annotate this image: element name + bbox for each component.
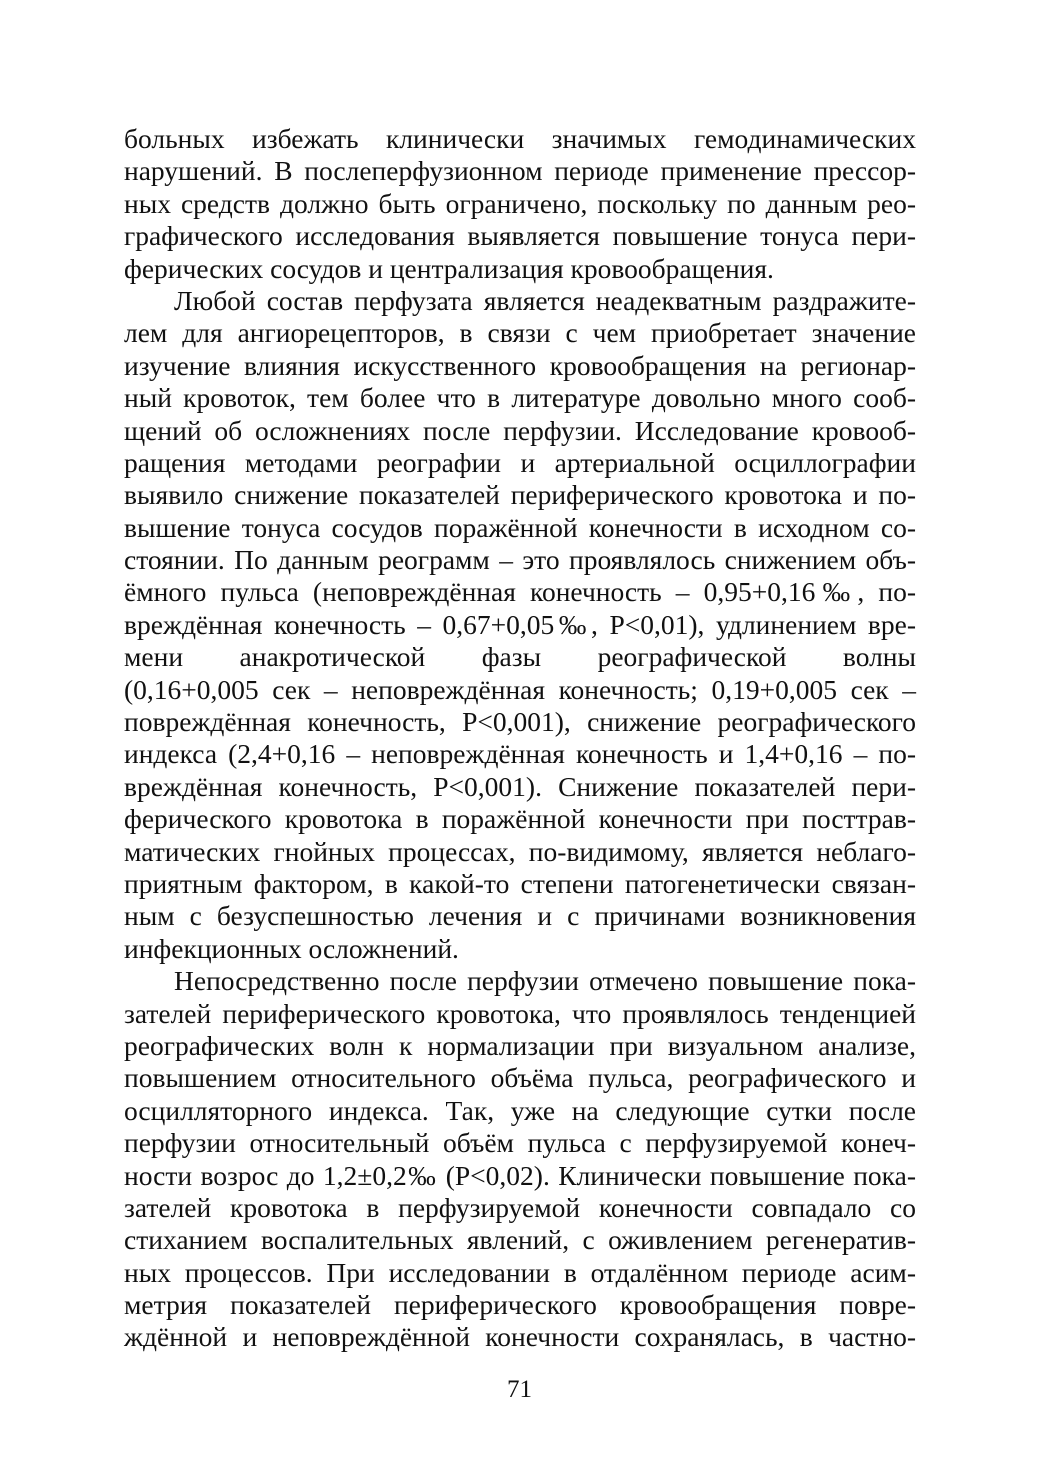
paragraph-2 bbox=[124, 285, 916, 965]
text-line: ёмного пульса (неповреждённая конечность – 0,95+0,16‰, по- bbox=[124, 576, 916, 608]
text-line: перфузии относительный объём пульса с перфузируемой конеч- bbox=[124, 1127, 916, 1159]
text-line: нарушений. В послеперфузионном периоде применение прессор- bbox=[124, 155, 916, 187]
text-line: вреждённая конечность – 0,67+0,05‰, P<0,01), удлинением вре- bbox=[124, 608, 916, 640]
text-line: вышение тонуса сосудов поражённой конечности в исходном со- bbox=[124, 511, 916, 543]
text-line: (0,16+0,005 сек – неповреждённая конечность; 0,19+0,005 сек – bbox=[124, 673, 916, 705]
text-line: ферического кровотока в поражённой конечности при посттрав- bbox=[124, 803, 916, 835]
body-text bbox=[124, 123, 916, 1354]
text-line: индекса (2,4+0,16 – неповреждённая конечность и 1,4+0,16 – по- bbox=[124, 738, 916, 770]
paragraph-1 bbox=[124, 123, 916, 285]
text-line: зателей кровотока в перфузируемой конечности совпадало со bbox=[124, 1191, 916, 1223]
text-line: ный кровоток, тем более что в литературе довольно много сооб- bbox=[124, 382, 916, 414]
text-line: повышением относительного объёма пульса, реографического и bbox=[124, 1062, 916, 1094]
text-line: вреждённая конечность, P<0,001). Снижение показателей пери- bbox=[124, 770, 916, 802]
text-line: ности возрос до 1,2±0,2‰ (P<0,02). Клинически повышение пока- bbox=[124, 1159, 916, 1191]
text-line: метрия показателей периферического кровообращения повре- bbox=[124, 1289, 916, 1321]
text-line: лем для ангиорецепторов, в связи с чем приобретает значение bbox=[124, 317, 916, 349]
text-line: ращения методами реографии и артериальной осциллографии bbox=[124, 446, 916, 478]
page-number: 71 bbox=[507, 1376, 532, 1403]
text-line: графического исследования выявляется повышение тонуса пери- bbox=[124, 220, 916, 252]
text-line: мени анакротической фазы реографической волны bbox=[124, 641, 916, 673]
text-line: приятным фактором, в какой-то степени патогенетически связан- bbox=[124, 867, 916, 899]
text-line: ждённой и неповреждённой конечности сохранялась, в частно- bbox=[124, 1321, 916, 1353]
text-line: ных процессов. При исследовании в отдалённом периоде асим- bbox=[124, 1256, 916, 1288]
text-line: Непосредственно после перфузии отмечено повышение пока- bbox=[174, 965, 916, 997]
text-line: изучение влияния искусственного кровообращения на регионар- bbox=[124, 349, 916, 381]
text-line: Любой состав перфузата является неадекватным раздражите- bbox=[174, 284, 916, 316]
text-line: стиханием воспалительных явлений, с оживлением регенератив- bbox=[124, 1224, 916, 1256]
paragraph-3 bbox=[124, 965, 916, 1354]
text-line: инфекционных осложнений. bbox=[124, 932, 459, 964]
text-line: больных избежать клинически значимых гемодинамических bbox=[124, 123, 916, 154]
text-line: осцилляторного индекса. Так, уже на следующие сутки после bbox=[124, 1094, 916, 1126]
text-line: реографических волн к нормализации при визуальном анализе, bbox=[124, 1029, 916, 1061]
text-line: зателей периферического кровотока, что проявлялось тенденцией bbox=[124, 997, 916, 1029]
text-line: ным с безуспешностью лечения и с причинами возникновения bbox=[124, 900, 916, 932]
text-line: стоянии. По данным реограмм – это проявлялось снижением объ- bbox=[124, 544, 916, 576]
text-line: щений об осложнениях после перфузии. Исследование кровооб- bbox=[124, 414, 916, 446]
text-line: ных средств должно быть ограничено, поскольку по данным рео- bbox=[124, 187, 916, 219]
text-line: матических гнойных процессах, по-видимому, является неблаго- bbox=[124, 835, 916, 867]
text-line: выявило снижение показателей периферического кровотока и по- bbox=[124, 479, 916, 511]
text-line: ферических сосудов и централизация кровообращения. bbox=[124, 252, 774, 284]
text-line: повреждённая конечность, P<0,001), снижение реографического bbox=[124, 706, 916, 738]
